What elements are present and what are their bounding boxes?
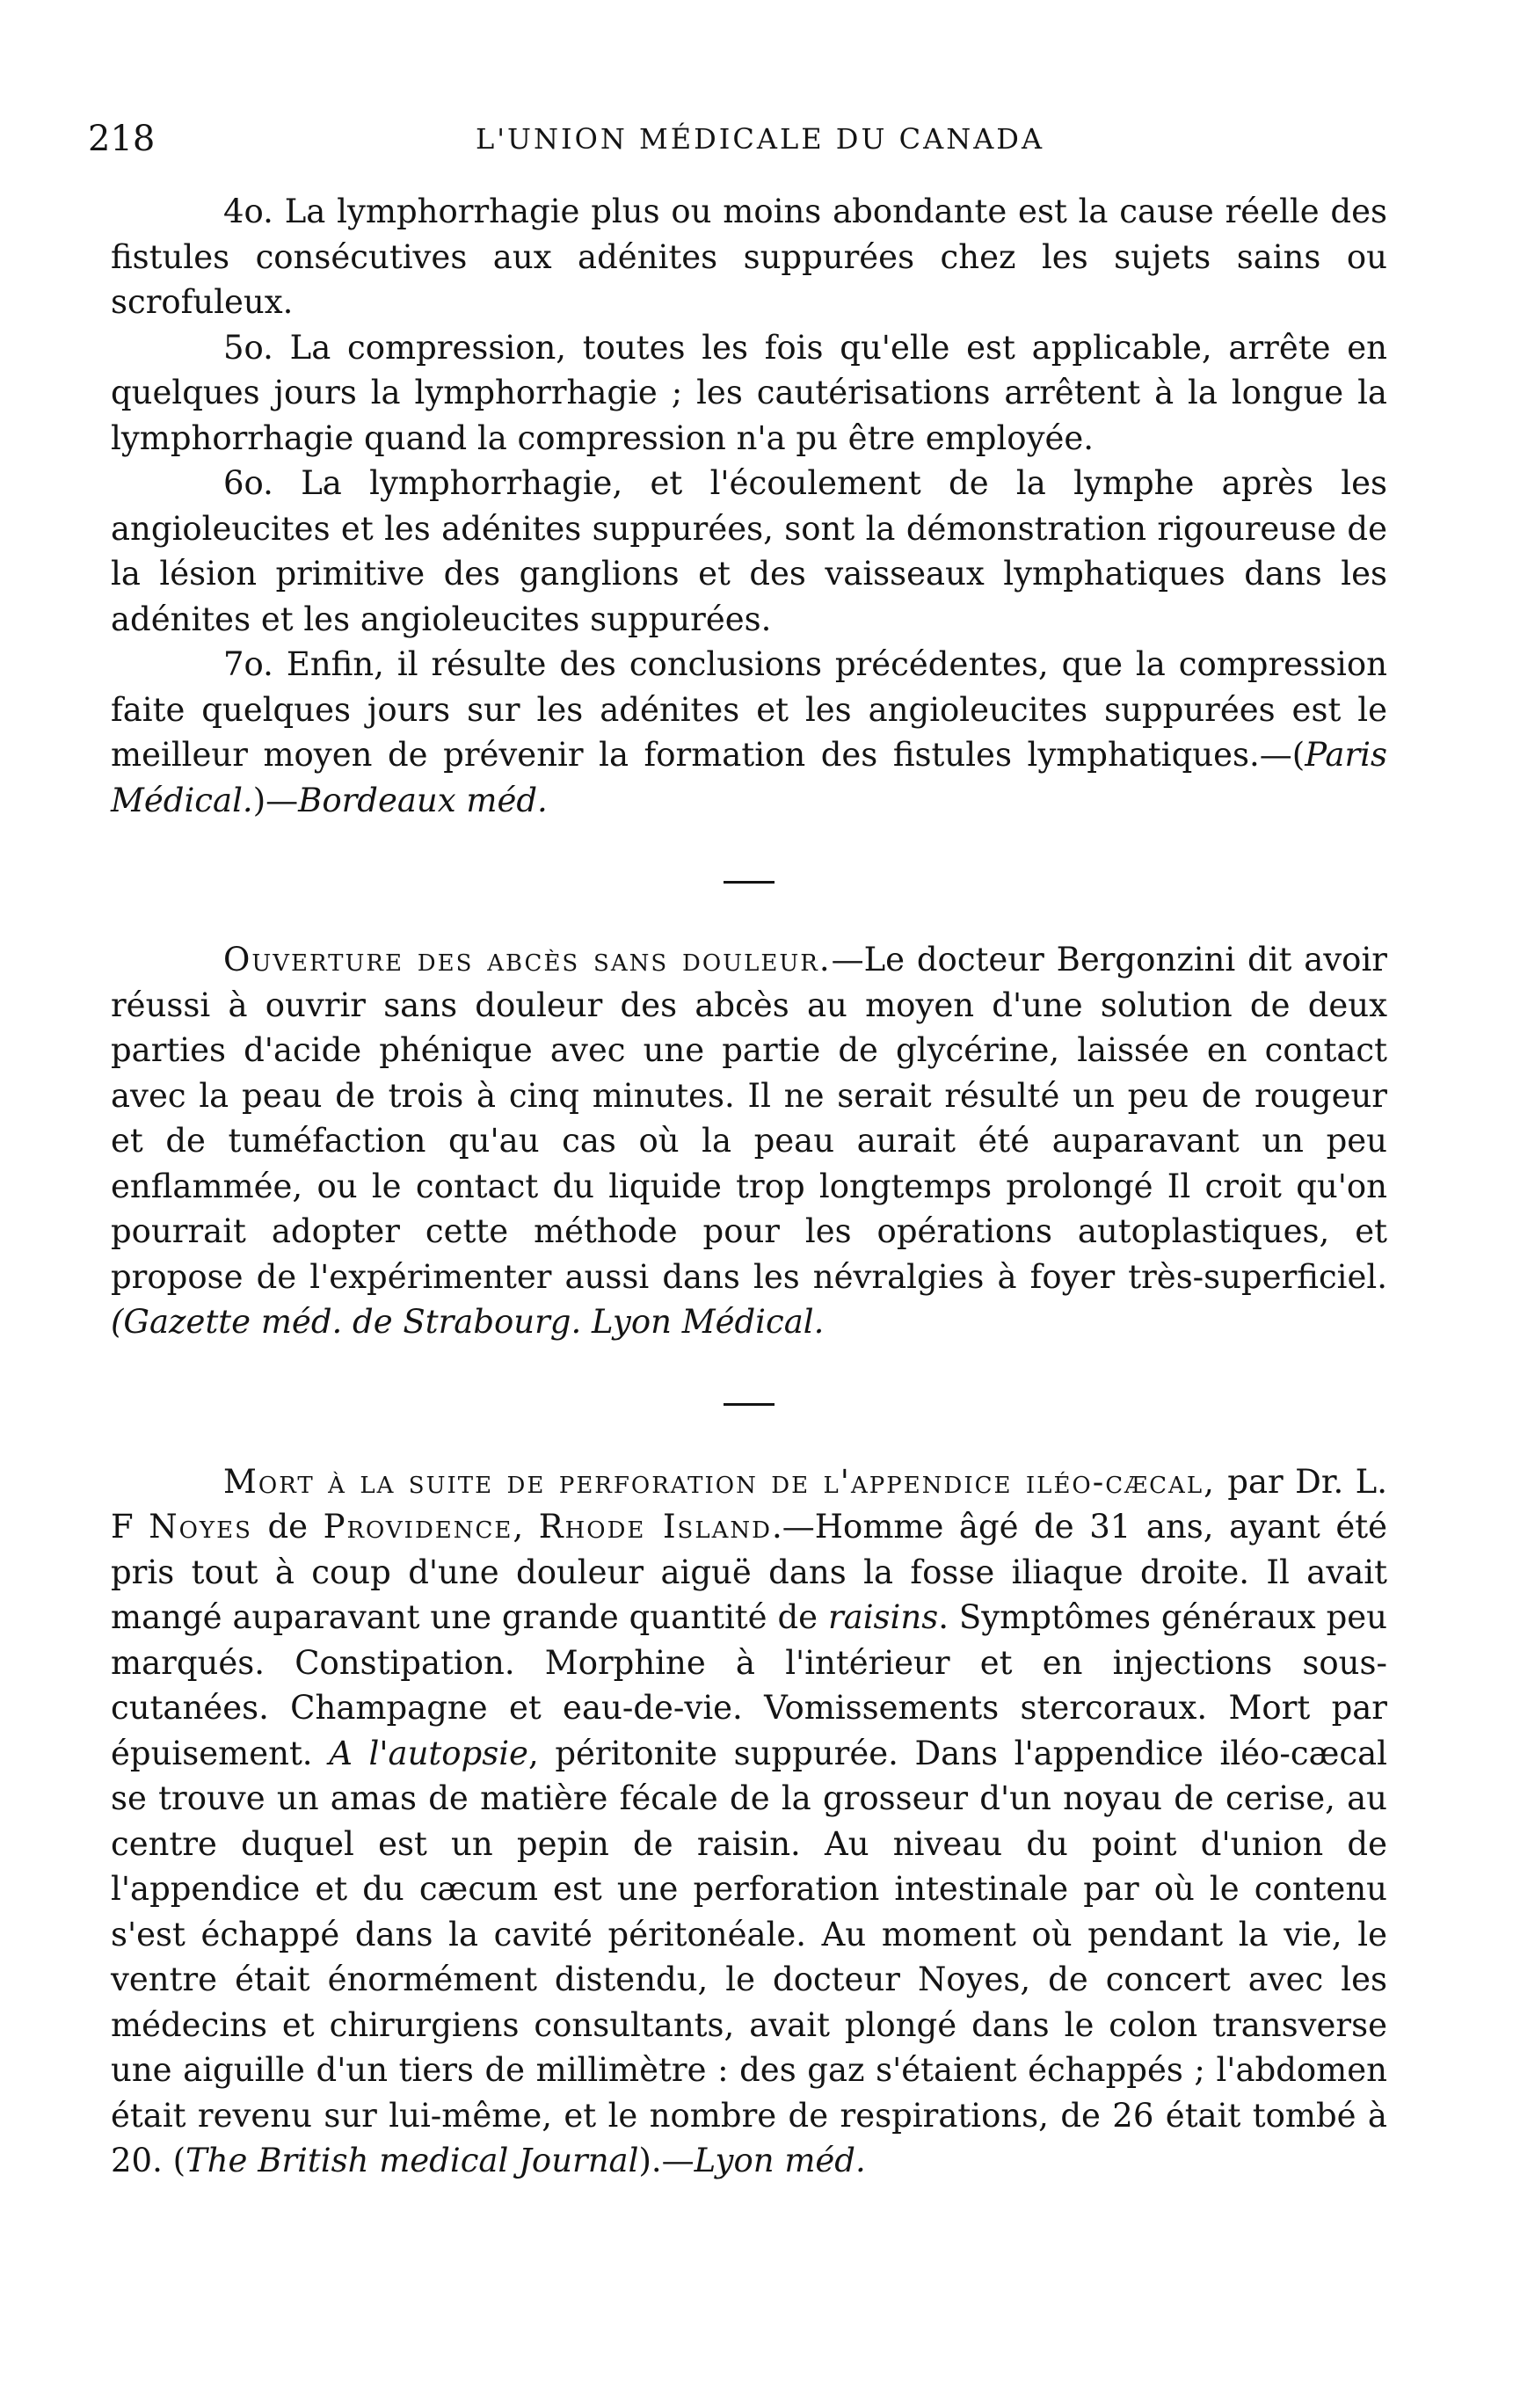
source-separator: )— <box>252 781 299 819</box>
section-divider <box>724 881 775 884</box>
article-appendice <box>111 1459 1387 2184</box>
article-appendice-text: . Symptômes généraux peu marqués. Constipation. Morphine à l'intérieur et en injections sous-cutanées. Champagne et eau-de-vie. Vomissements stercoraux. Mort par épuisement. <box>111 1598 1388 1772</box>
paragraph-4o: 4o. La lymphorrhagie plus ou moins abondante est la cause réelle des fistules consécutives aux adénites suppurées chez les sujets sains ou scrofuleux. <box>111 193 1387 321</box>
source-paris-medical: Paris Médical. <box>111 736 1387 819</box>
page-body <box>111 189 1387 2184</box>
source-lyon-med: Lyon méd. <box>694 2142 866 2179</box>
section-divider <box>724 1403 775 1406</box>
running-title: L'UNION MÉDICALE DU CANADA <box>475 122 1045 156</box>
author-name: Noyes <box>149 1508 252 1546</box>
italic-autopsie: A l'autopsie <box>329 1734 528 1772</box>
paragraph-7o <box>111 642 1387 823</box>
place-providence: Providence <box>323 1508 513 1546</box>
article-appendice-title: Mort à la suite de perforation de l'appendice iléo-cæcal, <box>223 1462 1216 1501</box>
article-abces-text: —Le docteur Bergonzini dit avoir réussi à ouvrir sans douleur des abcès au moyen d'une solution de deux parties d'acide phénique avec une partie de glycérine, laissée en contact avec la peau de trois à cinq minutes. Il ne serait résulté un peu de rougeur et de tuméfaction qu'au cas où la peau aurait été auparavant un peu enflammée, ou le contact du liquide trop longtemps prolongé Il croit qu'on pourrait adopter cette méthode pour les opérations autoplastiques, et propose de l'expérimenter aussi dans les névralgies à foyer très-superficiel. <box>111 941 1387 1296</box>
article-appendice-text: , <box>513 1508 539 1546</box>
article-appendice-text: .—Homme âgé de 31 ans, ayant été pris tout à coup d'une douleur aiguë dans la fosse iliaque droite. Il avait mangé auparavant une grande quantité de <box>111 1508 1388 1636</box>
place-rhode-island: Rhode Island <box>538 1508 773 1546</box>
source-british-medical-journal: The British medical Journal <box>185 2142 639 2179</box>
article-appendice-text: de <box>251 1508 324 1546</box>
article-appendice-text: ).— <box>638 2142 695 2179</box>
source-bordeaux-med: Bordeaux méd. <box>298 781 548 819</box>
article-appendice-text: par Dr. L. F <box>111 1462 1387 1546</box>
paragraph-5o: 5o. La compression, toutes les fois qu'elle est applicable, arrête en quelques jours la lymphorrhagie ; les cautérisations arrêtent à la longue la lymphorrhagie quand la compression n'a pu être employée. <box>111 328 1387 457</box>
paragraph-6o: 6o. La lymphorrhagie, et l'écoulement de la lymphe après les angioleucites et les adénites suppurées, sont la démonstration rigoureuse de la lésion primitive des ganglions et des vaisseaux lymphatiques dans les adénites et les angioleucites suppurées. <box>111 464 1387 638</box>
page-header <box>88 113 1432 165</box>
italic-raisins: raisins <box>827 1598 939 1636</box>
paragraph-7o-text: 7o. Enfin, il résulte des conclusions précédentes, que la compression faite quelques jours sur les adénites et les angioleucites suppurées est le meilleur moyen de prévenir la formation des fistules lymphatiques.—( <box>111 645 1387 774</box>
article-abces <box>111 937 1387 1345</box>
article-abces-title: Ouverture des abcès sans douleur. <box>223 941 832 978</box>
article-appendice-text: , péritonite suppurée. Dans l'appendice iléo-cæcal se trouve un amas de matière fécale de la grosseur d'un noyau de cerise, au centre duquel est un pepin de raisin. Au niveau du point d'union de l'appendice et du cæcum est une perforation intestinale par où le contenu s'est échappé dans la cavité péritonéale. Au moment où pendant la vie, le ventre était énormément distendu, le docteur Noyes, de concert avec les médecins et chirurgiens consultants, avait plongé dans le colon transverse une aiguille d'un tiers de millimètre : des gaz s'étaient échappés ; l'abdomen était revenu sur lui-même, et le nombre de respirations, de 26 était tombé à 20. ( <box>111 1734 1387 2179</box>
page-number: 218 <box>88 119 156 159</box>
article-abces-source: (Gazette méd. de Strabourg. Lyon Médical. <box>111 1303 825 1341</box>
